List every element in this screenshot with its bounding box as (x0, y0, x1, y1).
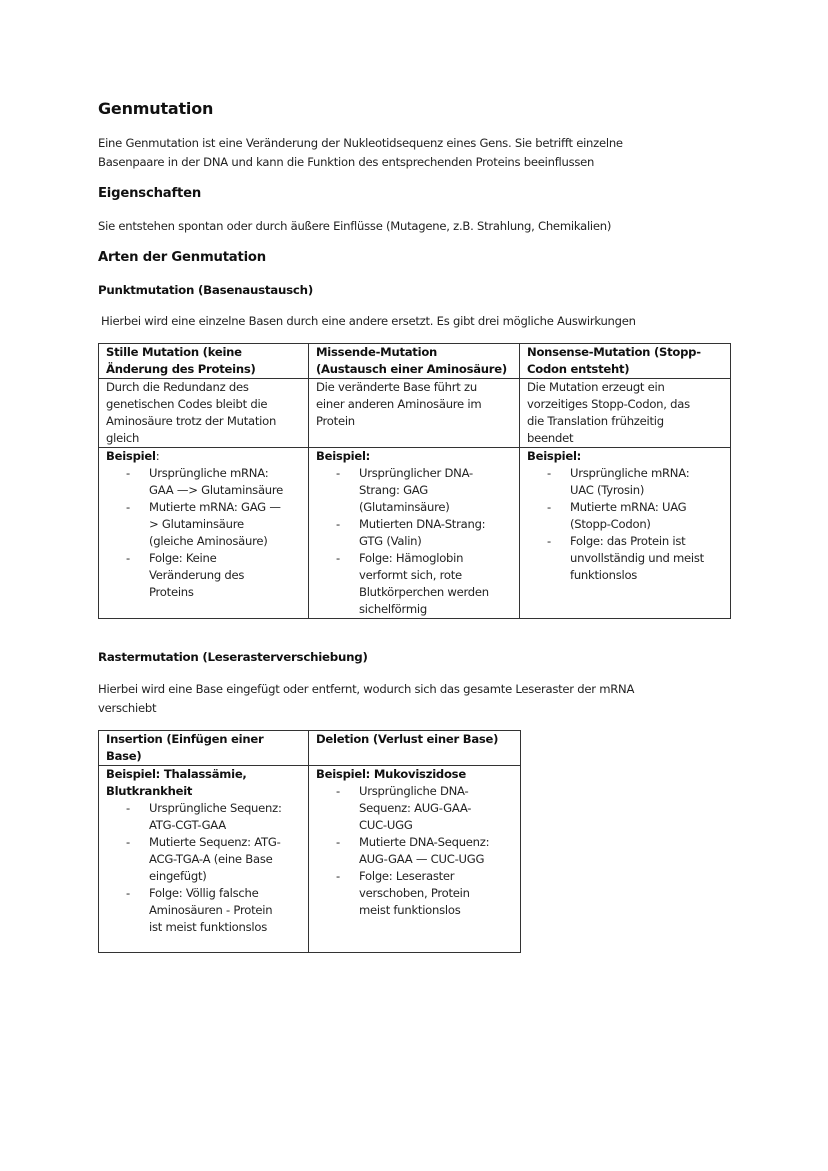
list-item (149, 499, 301, 550)
punktmutation-text: Hierbei wird eine einzelne Basen durch eine andere ersetzt. Es gibt drei mögliche Auswirkungen (101, 314, 636, 328)
intro-line: Eine Genmutation ist eine Veränderung der Nukleotidsequenz eines Gens. Sie betrifft einzelne (98, 136, 623, 150)
table-header-row (99, 731, 521, 766)
desc-stille (99, 379, 309, 448)
desc-line: einer anderen Aminosäure im (316, 397, 482, 411)
item-line: - Ursprüngliche Sequenz: (149, 801, 282, 815)
item-line: verformt sich, rote (359, 568, 462, 582)
example-list (106, 465, 301, 601)
example-deletion (309, 766, 521, 953)
item-line: Blutkörperchen werden (359, 585, 489, 599)
desc-line: gleich (106, 431, 140, 445)
list-item (570, 499, 723, 533)
label-line: Beispiel: Thalassämie, (106, 767, 247, 781)
list-item (359, 550, 512, 618)
item-line: verschoben, Protein (359, 886, 470, 900)
item-line: CUC-UGG (359, 818, 413, 832)
list-item (359, 783, 513, 834)
desc-missense (309, 379, 520, 448)
list-item (149, 550, 301, 601)
label-line: Blutkrankheit (106, 784, 193, 798)
list-item (359, 834, 513, 868)
intro-paragraph (98, 134, 623, 172)
heading-punktmutation: Punktmutation (Basenaustausch) (98, 283, 313, 297)
item-line: - Ursprüngliche DNA- (359, 784, 469, 798)
desc-line: vorzeitiges Stopp-Codon, das (527, 397, 690, 411)
item-line: - Ursprüngliche mRNA: (570, 466, 690, 480)
item-line: Sequenz: AUG-GAA- (359, 801, 472, 815)
punktmutation-table (98, 343, 731, 619)
header-line: (Austausch einer Aminosäure) (316, 362, 507, 376)
item-line: - Folge: das Protein ist (570, 534, 686, 548)
desc-nonsense (520, 379, 731, 448)
item-line: unvollständig und meist (570, 551, 704, 565)
desc-line: Aminosäure trotz der Mutation (106, 414, 277, 428)
header-missense (309, 344, 520, 379)
table-header-row (99, 344, 731, 379)
desc-line: Durch die Redundanz des (106, 380, 249, 394)
item-line: sichelförmig (359, 602, 427, 616)
example-colon: : (155, 449, 160, 463)
page-title: Genmutation (98, 99, 214, 118)
example-label: Beispiel: (527, 449, 582, 463)
item-line: - Folge: Keine (149, 551, 217, 565)
header-line: Missende-Mutation (316, 345, 438, 359)
item-line: UAC (Tyrosin) (570, 483, 645, 497)
list-item (359, 516, 512, 550)
item-line: (Glutaminsäure) (359, 500, 450, 514)
table-row (99, 766, 521, 953)
example-list (527, 465, 723, 584)
example-stille (99, 448, 309, 619)
list-item (149, 885, 301, 936)
list-item (359, 868, 513, 919)
text-line: Hierbei wird eine Base eingefügt oder entfernt, wodurch sich das gesamte Leseraster der mRNA (98, 682, 635, 696)
item-line: - Mutierte mRNA: GAG — (149, 500, 281, 514)
item-line: - Mutierte mRNA: UAG (570, 500, 687, 514)
example-nonsense (520, 448, 731, 619)
item-line: ist meist funktionslos (149, 920, 268, 934)
item-line: GAA —> Glutaminsäure (149, 483, 284, 497)
table-row (99, 448, 731, 619)
item-line: GTG (Valin) (359, 534, 422, 548)
list-item (570, 465, 723, 499)
item-line: ACG-TGA-A (eine Base (149, 852, 273, 866)
item-line: Aminosäuren - Protein (149, 903, 273, 917)
desc-line: genetischen Codes bleibt die (106, 397, 268, 411)
header-stille (99, 344, 309, 379)
heading-arten: Arten der Genmutation (98, 250, 266, 265)
desc-line: Die Mutation erzeugt ein (527, 380, 665, 394)
header-insertion: Insertion (Einfügen einer Base) (99, 731, 309, 766)
heading-rastermutation: Rastermutation (Leserasterverschiebung) (98, 650, 368, 664)
desc-line: die Translation frühzeitig (527, 414, 664, 428)
list-item (149, 465, 301, 499)
item-line: - Ursprüngliche mRNA: (149, 466, 269, 480)
item-line: - Folge: Hämoglobin (359, 551, 464, 565)
item-line: AUG-GAA — CUC-UGG (359, 852, 485, 866)
eigenschaften-text: Sie entstehen spontan oder durch äußere Einflüsse (Mutagene, z.B. Strahlung, Chemikalien) (98, 219, 612, 233)
header-line: Nonsense-Mutation (Stopp- (527, 345, 701, 359)
list-item (570, 533, 723, 584)
item-line: Proteins (149, 585, 194, 599)
example-list (316, 783, 513, 919)
desc-line: Die veränderte Base führt zu (316, 380, 477, 394)
table-row (99, 379, 731, 448)
rastermutation-table (98, 730, 521, 953)
desc-line: Protein (316, 414, 355, 428)
item-line: - Folge: Leseraster (359, 869, 455, 883)
heading-eigenschaften: Eigenschaften (98, 186, 202, 201)
example-missense (309, 448, 520, 619)
text-line: verschiebt (98, 701, 157, 715)
example-list (316, 465, 512, 618)
item-line: > Glutaminsäure (149, 517, 244, 531)
item-line: (gleiche Aminosäure) (149, 534, 268, 548)
header-line: Codon entsteht) (527, 362, 630, 376)
example-label: Beispiel: Mukoviszidose (316, 767, 466, 781)
item-line: - Mutierte Sequenz: ATG- (149, 835, 281, 849)
item-line: - Ursprünglicher DNA- (359, 466, 473, 480)
item-line: - Folge: Völlig falsche (149, 886, 259, 900)
desc-line: beendet (527, 431, 574, 445)
item-line: ATG-CGT-GAA (149, 818, 226, 832)
header-nonsense (520, 344, 731, 379)
list-item (149, 834, 301, 885)
rastermutation-text (98, 680, 634, 718)
list-item (359, 465, 512, 516)
example-label (106, 766, 301, 800)
item-line: meist funktionslos (359, 903, 461, 917)
list-item (149, 800, 301, 834)
item-line: eingefügt) (149, 869, 207, 883)
header-line: Stille Mutation (keine (106, 345, 242, 359)
header-line: Änderung des Proteins) (106, 362, 256, 376)
example-label: Beispiel (106, 449, 156, 463)
example-list (106, 800, 301, 936)
example-label: Beispiel: (316, 449, 371, 463)
item-line: Veränderung des (149, 568, 245, 582)
example-insertion (99, 766, 309, 953)
item-line: funktionslos (570, 568, 638, 582)
item-line: Strang: GAG (359, 483, 429, 497)
item-line: - Mutierte DNA-Sequenz: (359, 835, 490, 849)
intro-line: Basenpaare in der DNA und kann die Funktion des entsprechenden Proteins beeinflussen (98, 155, 595, 169)
item-line: - Mutierten DNA-Strang: (359, 517, 486, 531)
header-deletion: Deletion (Verlust einer Base) (309, 731, 521, 766)
item-line: (Stopp-Codon) (570, 517, 651, 531)
